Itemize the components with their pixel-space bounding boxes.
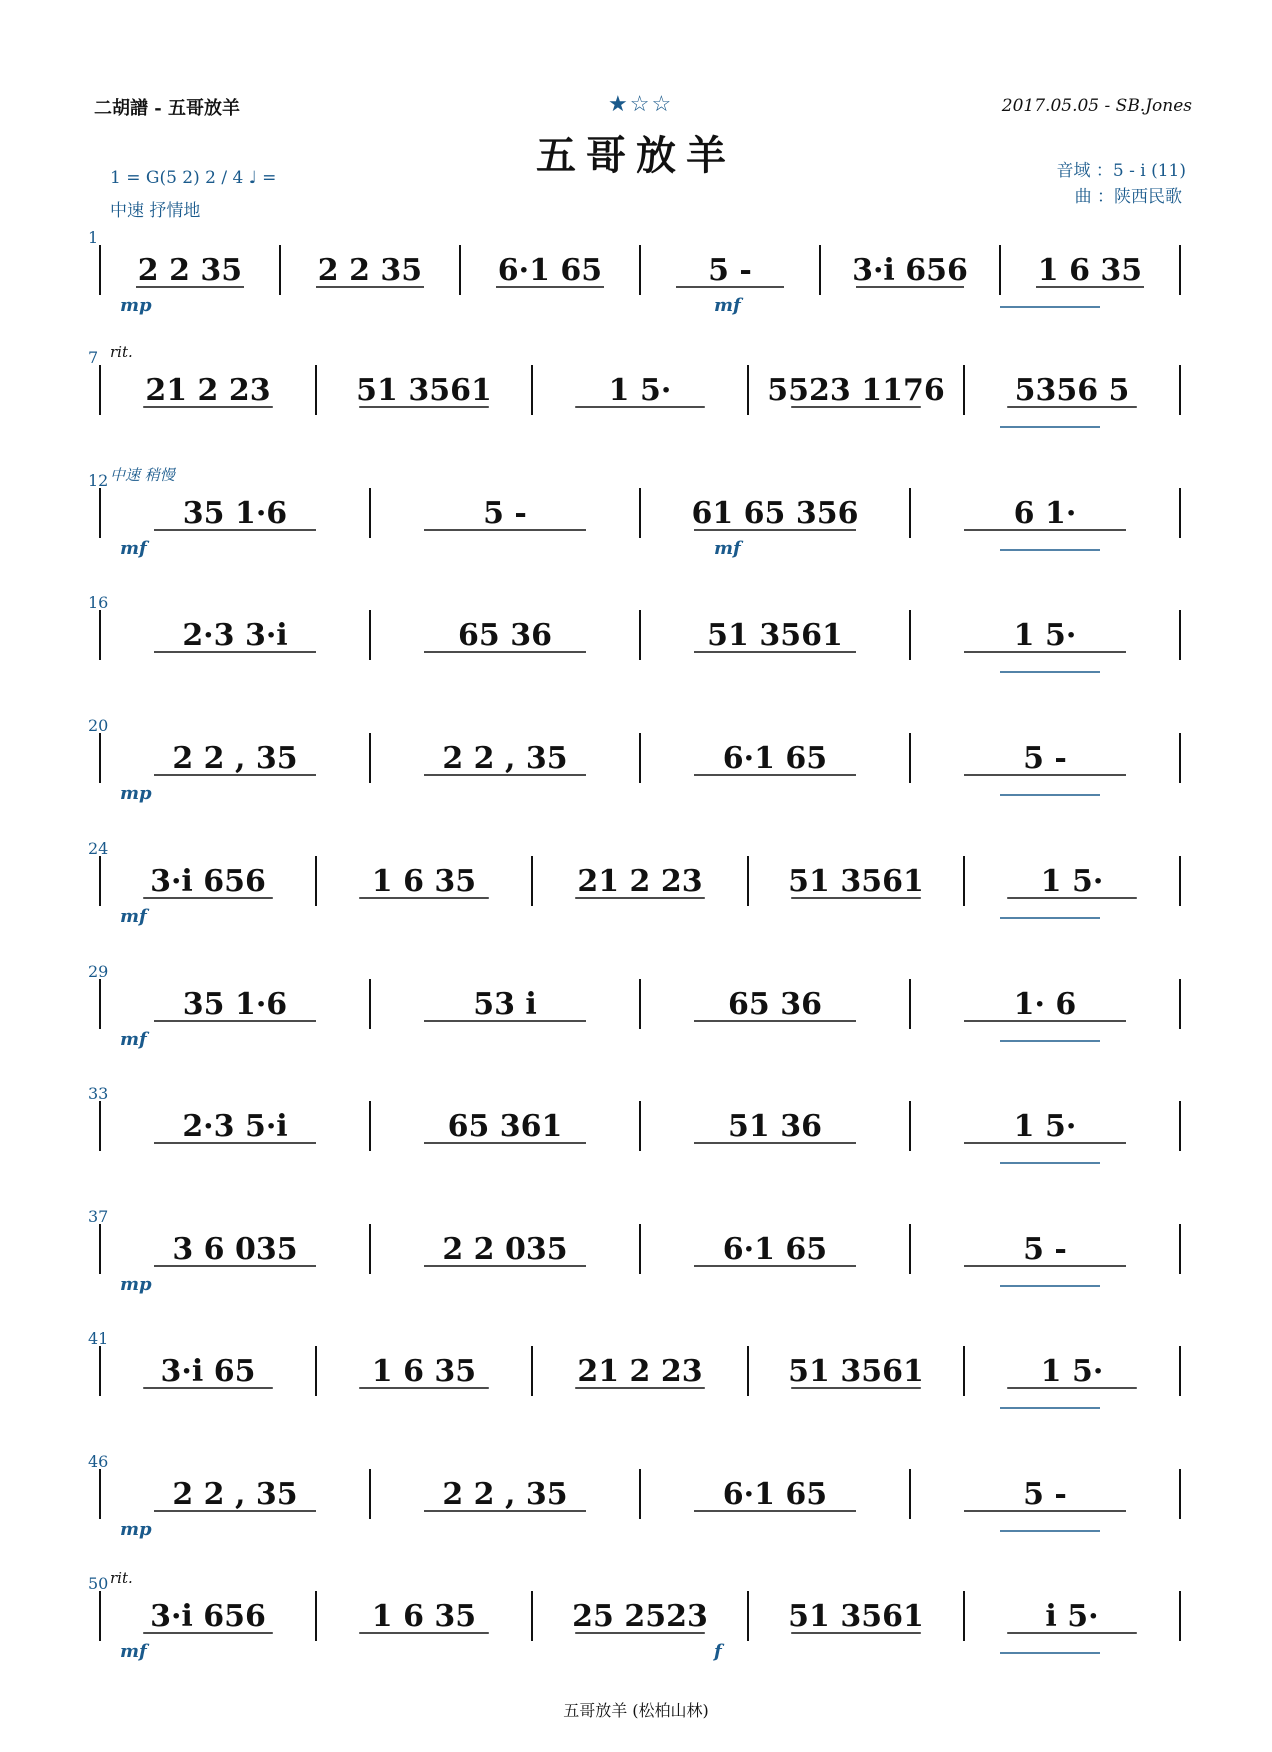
measure-notes: 5 -: [1023, 741, 1067, 776]
dynamic-mark: mf: [120, 1641, 147, 1662]
measure-number: 37: [88, 1207, 109, 1226]
score-subtitle: 二胡譜 - 五哥放羊: [94, 98, 241, 119]
measure-notes: 6·1 65: [722, 741, 828, 776]
dynamic-mark: mp: [120, 1274, 152, 1295]
measure-notes: 2 2 35: [137, 253, 243, 288]
measure-notes: 35 1·6: [182, 496, 288, 531]
measure-notes: 21 2 23: [145, 373, 271, 408]
measure-notes: 1 6 35: [1037, 253, 1143, 288]
measure-notes: 5 -: [708, 253, 752, 288]
pitch-range: 音域 ：5 - i (11): [1056, 161, 1186, 181]
measure-notes: i 5·: [1045, 1599, 1099, 1634]
staff-system: [88, 1084, 1180, 1163]
date-author: 2017.05.05 - SB.Jones: [1001, 96, 1192, 116]
page-title: 五哥放羊: [536, 132, 736, 179]
staff-system: [88, 1452, 1180, 1540]
measure-notes: 1 5·: [1013, 618, 1077, 653]
measure-notes: 35 1·6: [182, 987, 288, 1022]
measure-notes: 6·1 65: [722, 1477, 828, 1512]
measure-notes: 2·3 5·i: [182, 1109, 288, 1144]
measure-notes: 2 2 , 35: [442, 741, 568, 776]
measure-notes: 2 2 , 35: [172, 741, 298, 776]
staff-system: [88, 228, 1180, 316]
dynamic-mark: mf: [120, 538, 147, 559]
measure-notes: 5 -: [1023, 1232, 1067, 1267]
dynamic-mark: mp: [120, 295, 152, 316]
staff-system: [88, 593, 1180, 672]
measure-notes: 1 6 35: [371, 1354, 477, 1389]
measure-notes: 1 5·: [1040, 1354, 1104, 1389]
measure-notes: 61 65 356: [691, 496, 859, 531]
measure-notes: 51 36: [728, 1109, 822, 1144]
staff-system: [88, 962, 1180, 1050]
measure-notes: 21 2 23: [577, 1354, 703, 1389]
key-signature: 1 = G(5 2) 2 / 4 ♩ =: [110, 168, 277, 188]
staff-system: [88, 1569, 1180, 1662]
measure-number: 50: [88, 1574, 109, 1593]
measure-notes: 6 1·: [1013, 496, 1077, 531]
measure-notes: 6·1 65: [722, 1232, 828, 1267]
measure-notes: 21 2 23: [577, 864, 703, 899]
measure-notes: 51 3561: [707, 618, 843, 653]
measure-notes: 51 3561: [788, 1354, 924, 1389]
composer-line: 曲 ：陕西民歌: [1074, 187, 1182, 207]
measure-notes: 3·i 656: [150, 864, 266, 899]
dynamic-mark: mf: [714, 295, 741, 316]
measure-notes: 65 36: [728, 987, 822, 1022]
measure-notes: 1 5·: [608, 373, 672, 408]
measure-notes: 53 i: [473, 987, 537, 1022]
measure-number: 41: [88, 1329, 109, 1348]
measure-number: 7: [88, 348, 99, 367]
measure-notes: 51 3561: [788, 864, 924, 899]
measure-notes: 5356 5: [1014, 373, 1130, 408]
measure-notes: 65 361: [447, 1109, 563, 1144]
measure-notes: 6·1 65: [497, 253, 603, 288]
measure-notes: 1 6 35: [371, 1599, 477, 1634]
dynamic-mark: f: [714, 1641, 722, 1662]
measure-number: 12: [88, 471, 109, 490]
tempo-text: rit.: [110, 1569, 133, 1587]
measure-notes: 3·i 65: [160, 1354, 256, 1389]
dynamic-mark: mf: [120, 1029, 147, 1050]
measure-notes: 1 6 35: [371, 864, 477, 899]
measure-notes: 3·i 656: [150, 1599, 266, 1634]
measure-number: 16: [88, 593, 109, 612]
measure-notes: 5 -: [483, 496, 527, 531]
measure-notes: 3·i 656: [852, 253, 968, 288]
footer-caption: 五哥放羊 (松柏山林): [563, 1701, 709, 1720]
tempo-text: 中速 稍慢: [110, 466, 175, 484]
measure-number: 24: [88, 839, 109, 858]
tempo-marking: 中速 抒情地: [110, 201, 201, 221]
measure-number: 33: [88, 1084, 109, 1103]
difficulty-stars: ★☆☆: [608, 92, 674, 117]
measure-notes: 65 36: [458, 618, 552, 653]
measure-notes: 2 2 , 35: [172, 1477, 298, 1512]
staff-system: [88, 343, 1180, 427]
staff-system: [88, 1207, 1180, 1295]
measure-number: 29: [88, 962, 109, 981]
measure-notes: 51 3561: [356, 373, 492, 408]
measure-number: 1: [88, 228, 99, 247]
dynamic-mark: mf: [120, 906, 147, 927]
measure-notes: 1 5·: [1013, 1109, 1077, 1144]
measure-notes: 2 2 035: [442, 1232, 568, 1267]
measure-number: 46: [88, 1452, 109, 1471]
measure-notes: 1 5·: [1040, 864, 1104, 899]
staff-system: [88, 716, 1180, 804]
measure-notes: 5523 1176: [767, 373, 945, 408]
measure-notes: 2·3 3·i: [182, 618, 288, 653]
measure-notes: 1· 6: [1013, 987, 1077, 1022]
tempo-text: rit.: [110, 343, 133, 361]
staff-system: [88, 466, 1180, 559]
dynamic-mark: mf: [714, 538, 741, 559]
dynamic-mark: mp: [120, 1519, 152, 1540]
measure-notes: 2 2 35: [317, 253, 423, 288]
dynamic-mark: mp: [120, 783, 152, 804]
measure-notes: 2 2 , 35: [442, 1477, 568, 1512]
measure-notes: 3 6 035: [172, 1232, 298, 1267]
measure-number: 20: [88, 716, 109, 735]
staff-system: [88, 1329, 1180, 1408]
staff-system: [88, 839, 1180, 927]
measure-notes: 51 3561: [788, 1599, 924, 1634]
measure-notes: 25 2523: [572, 1599, 708, 1634]
measure-notes: 5 -: [1023, 1477, 1067, 1512]
